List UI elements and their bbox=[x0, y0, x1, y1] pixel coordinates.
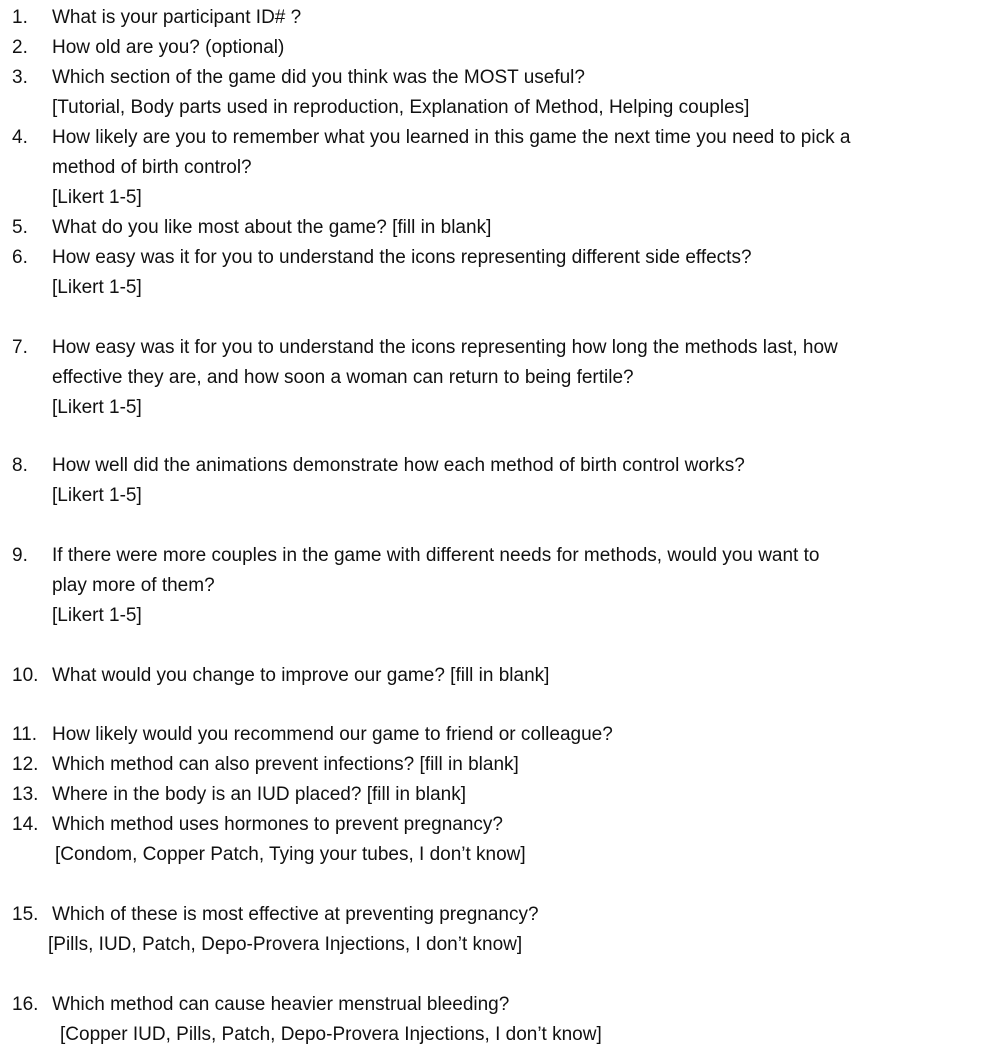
question-number: 8. bbox=[12, 455, 28, 476]
question-number: 2. bbox=[12, 37, 28, 58]
question-line: Which of these is most effective at preventing pregnancy? bbox=[52, 904, 539, 925]
question-body bbox=[52, 243, 992, 303]
question-body bbox=[52, 810, 992, 870]
question-line: How well did the animations demonstrate how each method of birth control works? bbox=[52, 455, 745, 476]
question-number: 15. bbox=[12, 904, 39, 925]
question-line: Which section of the game did you think was the MOST useful? bbox=[52, 67, 585, 88]
question-number: 11. bbox=[12, 724, 38, 745]
question-number: 16. bbox=[12, 994, 39, 1015]
question-line: Where in the body is an IUD placed? [fill in blank] bbox=[52, 784, 466, 805]
question-body bbox=[52, 750, 992, 780]
question-body bbox=[52, 541, 992, 631]
question-number: 13. bbox=[12, 784, 39, 805]
question-number: 3. bbox=[12, 67, 28, 88]
question-body bbox=[52, 63, 992, 123]
answer-format: [Likert 1-5] bbox=[52, 397, 142, 418]
question-line: method of birth control? bbox=[52, 157, 252, 178]
question-line: How likely would you recommend our game to friend or colleague? bbox=[52, 724, 613, 745]
question-body bbox=[52, 451, 992, 511]
question-number: 4. bbox=[12, 127, 28, 148]
question-number: 1. bbox=[12, 7, 28, 28]
question-line: How easy was it for you to understand the icons representing how long the methods last, how bbox=[52, 337, 838, 358]
question-line: Which method can also prevent infections? [fill in blank] bbox=[52, 754, 519, 775]
question-line: If there were more couples in the game with different needs for methods, would you want to bbox=[52, 545, 820, 566]
question-line: How easy was it for you to understand the icons representing different side effects? bbox=[52, 247, 752, 268]
question-body bbox=[52, 333, 992, 423]
question-body bbox=[48, 900, 992, 960]
answer-format: [Likert 1-5] bbox=[52, 605, 142, 626]
question-line: Which method uses hormones to prevent pregnancy? bbox=[52, 814, 503, 835]
question-number: 10. bbox=[12, 665, 39, 686]
answer-format: [Likert 1-5] bbox=[52, 187, 142, 208]
question-body bbox=[52, 990, 992, 1050]
answer-options: [Pills, IUD, Patch, Depo-Provera Injections, I don’t know] bbox=[48, 934, 523, 955]
answer-options: [Tutorial, Body parts used in reproduction, Explanation of Method, Helping couples] bbox=[52, 97, 750, 118]
question-number: 7. bbox=[12, 337, 28, 358]
question-number: 6. bbox=[12, 247, 28, 268]
answer-options: [Condom, Copper Patch, Tying your tubes, I don’t know] bbox=[55, 844, 526, 865]
question-number: 5. bbox=[12, 217, 28, 238]
question-line: What do you like most about the game? [fill in blank] bbox=[52, 217, 492, 238]
question-line: play more of them? bbox=[52, 575, 215, 596]
answer-options: [Copper IUD, Pills, Patch, Depo-Provera Injections, I don’t know] bbox=[60, 1024, 602, 1045]
question-line: What would you change to improve our game? [fill in blank] bbox=[52, 665, 550, 686]
question-line: Which method can cause heavier menstrual bleeding? bbox=[52, 994, 510, 1015]
question-body bbox=[52, 33, 992, 63]
question-number: 14. bbox=[12, 814, 39, 835]
question-body bbox=[52, 780, 992, 810]
question-number: 9. bbox=[12, 545, 28, 566]
question-body bbox=[52, 213, 992, 243]
question-line: How likely are you to remember what you learned in this game the next time you need to pick a bbox=[52, 127, 851, 148]
question-line: How old are you? (optional) bbox=[52, 37, 285, 58]
question-number: 12. bbox=[12, 754, 39, 775]
answer-format: [Likert 1-5] bbox=[52, 277, 142, 298]
question-line: What is your participant ID# ? bbox=[52, 7, 302, 28]
question-body bbox=[52, 3, 992, 33]
question-body bbox=[52, 720, 992, 750]
question-line: effective they are, and how soon a woman can return to being fertile? bbox=[52, 367, 634, 388]
question-body bbox=[52, 123, 992, 213]
answer-format: [Likert 1-5] bbox=[52, 485, 142, 506]
question-body bbox=[52, 661, 992, 691]
